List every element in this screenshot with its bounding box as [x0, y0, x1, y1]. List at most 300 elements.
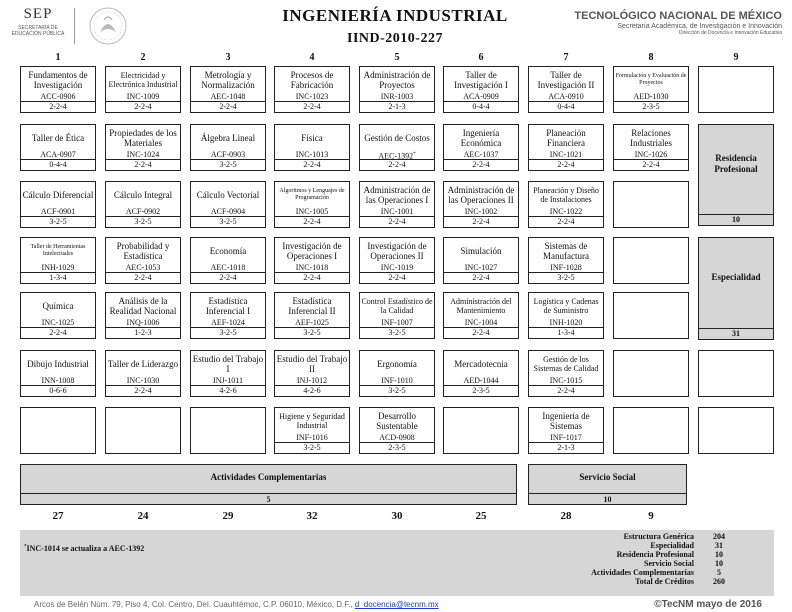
sep-sub-line-2: EDUCACIÓN PÚBLICA [11, 31, 65, 37]
semester-total: 30 [391, 510, 403, 522]
course-card [20, 66, 96, 113]
summary-value: 204 [713, 532, 725, 541]
empty-slot [443, 407, 519, 454]
course-code-text: INC-1002 [464, 207, 498, 216]
sep-logo-subtitle [8, 25, 68, 37]
course-code [529, 150, 603, 159]
course-credits: 3-2-5 [106, 216, 180, 227]
summary-value: 31 [715, 541, 723, 550]
course-code [21, 263, 95, 272]
course-card [528, 66, 604, 113]
course-credits: 3-2-5 [529, 272, 603, 283]
servicio-credits: 10 [528, 493, 687, 505]
course-code-text: AEC-1048 [210, 92, 246, 101]
course-card [359, 66, 435, 113]
semester-number: 1 [55, 52, 61, 63]
summary-label: Especialidad [650, 541, 694, 550]
course-card [105, 292, 181, 339]
course-code-text: AEC-1037 [463, 150, 499, 159]
course-code-text: INF-1007 [381, 318, 413, 327]
course-card [274, 237, 350, 284]
course-code [21, 150, 95, 159]
summary-row [591, 568, 744, 577]
course-code-text: ACF-0901 [40, 207, 76, 216]
semester-total: 24 [137, 510, 149, 522]
course-name: Mercadotecnia [454, 359, 508, 369]
course-code-text: ACF-0902 [125, 207, 161, 216]
sep-sub-line-1: SECRETARÍA DE [18, 25, 58, 31]
course-credits: 0-6-6 [21, 385, 95, 396]
course-credits: 2-2-4 [106, 159, 180, 170]
course-name: Taller de Ética [31, 133, 85, 143]
summary-label: Actividades Complementarias [591, 568, 694, 577]
course-code-text: ACC-0906 [40, 92, 76, 101]
note-mark: * [24, 544, 27, 550]
course-credits: 4-2-6 [275, 385, 349, 396]
course-name: Taller de Investigación I [454, 70, 508, 90]
course-code [106, 263, 180, 272]
course-card [274, 66, 350, 113]
course-code [191, 207, 265, 216]
course-code-text: ACD-0908 [379, 433, 415, 442]
address-text: Arcos de Belén Núm. 79, Piso 4, Col. Centro, Del. Cuauhtémoc, C.P. 06010, México, D.F., [34, 600, 353, 609]
empty-slot [613, 237, 689, 284]
course-name: Álgebra Lineal [200, 133, 256, 143]
summary-row [591, 550, 744, 559]
course-credits: 2-2-4 [360, 272, 434, 283]
course-card [528, 181, 604, 228]
summary-label: Total de Créditos [635, 577, 694, 586]
course-credits: 2-2-4 [360, 216, 434, 227]
course-card [105, 237, 181, 284]
tecnm-name: TECNOLÓGICO NACIONAL DE MÉXICO [574, 10, 782, 22]
course-name: Ingeniería de Sistemas [542, 411, 590, 431]
course-card [190, 124, 266, 171]
course-code [529, 92, 603, 101]
empty-slot [20, 407, 96, 454]
course-credits: 2-2-4 [444, 159, 518, 170]
course-name: Investigación de Operaciones I [282, 241, 342, 261]
course-code-text: INF-1017 [550, 433, 582, 442]
course-name: Estudio del Trabajo I [192, 354, 264, 374]
course-code-text: AEC-1018 [210, 263, 246, 272]
course-code-text: INC-1001 [380, 207, 414, 216]
course-card [105, 350, 181, 397]
summary-table [591, 532, 744, 586]
course-code-text: AEC-1053 [125, 263, 161, 272]
course-name: Ergonomía [377, 359, 417, 369]
course-credits: 2-1-3 [529, 442, 603, 453]
course-credits: 2-1-3 [360, 101, 434, 112]
course-card [359, 181, 435, 228]
course-credits: 0-4-4 [444, 101, 518, 112]
course-code [21, 376, 95, 385]
credit-summary [20, 530, 774, 596]
course-code-text: INC-1018 [295, 263, 329, 272]
course-name: Administración de Proyectos [363, 70, 431, 90]
course-name: Estudio del Trabajo II [276, 354, 348, 374]
semester-total: 27 [52, 510, 64, 522]
course-card [359, 237, 435, 284]
course-code [529, 263, 603, 272]
course-name: Investigación de Operaciones II [367, 241, 427, 261]
course-name: Análisis de la Realidad Nacional [109, 296, 177, 316]
course-name: Estadística Inferencial II [288, 296, 336, 316]
course-credits: 2-2-4 [21, 101, 95, 112]
course-code-text: AEC-1392 [378, 151, 414, 161]
course-card [20, 237, 96, 284]
course-card [274, 350, 350, 397]
course-code [21, 207, 95, 216]
tecnm-secretaria: Secretaría Académica, de Investigación e Innovación [617, 23, 782, 30]
actividades-label: Actividades Complementarias [210, 472, 327, 482]
semester-number: 6 [478, 52, 484, 63]
servicio-label: Servicio Social [579, 472, 636, 482]
logo-divider [74, 8, 75, 44]
empty-slot [613, 407, 689, 454]
course-name: Planeación y Diseño de Instalaciones [533, 186, 599, 204]
course-code [275, 207, 349, 216]
course-card [528, 124, 604, 171]
course-card [359, 350, 435, 397]
course-code [21, 318, 95, 327]
course-code-text: INN-1008 [41, 376, 75, 385]
course-credits: 2-2-4 [275, 216, 349, 227]
semester-number: 3 [225, 52, 231, 63]
course-credits: 3-2-5 [191, 159, 265, 170]
semester-total: 9 [648, 510, 654, 522]
course-code [275, 92, 349, 101]
course-card [20, 124, 96, 171]
course-code-text: AED-1044 [463, 376, 499, 385]
course-code [444, 207, 518, 216]
course-credits: 2-3-5 [360, 442, 434, 453]
course-name: Taller de Liderazgo [107, 359, 179, 369]
semester-total: 29 [222, 510, 234, 522]
summary-value: 10 [715, 550, 723, 559]
course-code [106, 318, 180, 327]
semester-total: 28 [560, 510, 572, 522]
course-code [191, 150, 265, 159]
course-code [614, 150, 688, 159]
course-code [21, 92, 95, 101]
course-code [191, 263, 265, 272]
course-code-text: AEF-1024 [211, 318, 245, 327]
course-credits: 3-2-5 [360, 385, 434, 396]
sep-logo-text: SEP [23, 6, 53, 22]
course-code [444, 92, 518, 101]
course-name: Ingeniería Económica [460, 128, 502, 148]
course-code-text: INC-1015 [549, 376, 583, 385]
course-code [360, 263, 434, 272]
course-code [191, 92, 265, 101]
semester-number: 7 [563, 52, 569, 63]
course-card [613, 124, 689, 171]
course-card [20, 181, 96, 228]
summary-row [591, 532, 744, 541]
course-code-text: INJ-1012 [296, 376, 328, 385]
summary-label: Residencia Profesional [616, 550, 694, 559]
course-code [275, 376, 349, 385]
course-name: Taller de Investigación II [537, 70, 595, 90]
course-name: Algoritmos y Lenguajes de Programación [279, 188, 345, 201]
course-code-text: INC-1022 [549, 207, 583, 216]
course-credits: 2-2-4 [106, 385, 180, 396]
course-code-text: ACA-0910 [548, 92, 584, 101]
course-credits: 2-2-4 [106, 101, 180, 112]
course-credits: 2-2-4 [529, 216, 603, 227]
course-code-text: INH-1029 [41, 263, 75, 272]
course-code-text: INC-1023 [295, 92, 329, 101]
footer-address [34, 600, 439, 609]
course-code [275, 150, 349, 159]
course-card [528, 292, 604, 339]
course-credits: 4-2-6 [191, 385, 265, 396]
course-code-text: INF-1028 [550, 263, 582, 272]
empty-slot [190, 407, 266, 454]
course-code-text: AED-1030 [633, 92, 669, 101]
course-code [444, 318, 518, 327]
empty-slot [613, 292, 689, 339]
course-code-text: INC-1019 [380, 263, 414, 272]
course-code-text: INC-1027 [464, 263, 498, 272]
course-code-text: INF-1010 [381, 376, 413, 385]
course-code [106, 207, 180, 216]
course-credits: 3-2-5 [360, 327, 434, 338]
course-name: Gestión de los Sistemas de Calidad [533, 355, 599, 373]
tecnm-header [574, 10, 782, 36]
course-credits: 2-2-4 [614, 159, 688, 170]
course-code [614, 92, 688, 101]
especialidad-label: Especialidad [711, 272, 761, 282]
course-card [274, 124, 350, 171]
servicio-social-bar [528, 464, 687, 494]
course-code-text: INC-1030 [126, 376, 160, 385]
empty-slot [698, 350, 774, 397]
course-code [360, 207, 434, 216]
sep-logo [8, 6, 68, 37]
residencia-credits: 10 [698, 214, 774, 226]
course-credits: 2-2-4 [529, 385, 603, 396]
course-credits: 2-2-4 [191, 272, 265, 283]
course-name: Probabilidad y Estadística [116, 241, 170, 261]
course-card [359, 124, 435, 171]
course-credits: 3-2-5 [275, 327, 349, 338]
residencia-label: Residencia Profesional [714, 153, 758, 174]
summary-row [591, 541, 744, 550]
semester-total: 25 [475, 510, 487, 522]
course-credits: 3-2-5 [191, 216, 265, 227]
course-code-text: AEF-1025 [295, 318, 329, 327]
course-credits: 2-2-4 [360, 159, 434, 170]
course-card [613, 66, 689, 113]
course-credits: 2-2-4 [444, 216, 518, 227]
course-credits: 2-2-4 [21, 327, 95, 338]
course-credits: 3-2-5 [21, 216, 95, 227]
email-link[interactable]: d_docencia@tecnm.mx [354, 600, 439, 609]
course-name: Física [301, 133, 323, 143]
course-code-text: ACA-0909 [463, 92, 499, 101]
course-code-text: ACF-0904 [210, 207, 246, 216]
update-note [24, 544, 144, 553]
course-credits: 2-2-4 [444, 327, 518, 338]
semester-total: 32 [306, 510, 318, 522]
course-credits: 2-2-4 [106, 272, 180, 283]
course-code-text: INC-1026 [634, 150, 668, 159]
semester-number: 2 [140, 52, 146, 63]
course-name: Cálculo Vectorial [196, 190, 260, 200]
course-code-text: INC-1009 [126, 92, 160, 101]
course-name: Administración de las Operaciones I [363, 185, 431, 205]
course-code [106, 376, 180, 385]
course-name: Metrología y Normalización [201, 70, 255, 90]
course-credits: 0-4-4 [529, 101, 603, 112]
residencia-block [698, 124, 774, 226]
course-name: Planeación Financiera [546, 128, 586, 148]
course-credits: 2-3-5 [444, 385, 518, 396]
course-credits: 1-3-4 [529, 327, 603, 338]
course-code [191, 318, 265, 327]
course-code [529, 376, 603, 385]
summary-label: Estructura Genérica [623, 532, 694, 541]
empty-slot [698, 407, 774, 454]
course-card [20, 292, 96, 339]
summary-row [591, 559, 744, 568]
course-code [275, 263, 349, 272]
course-code [191, 376, 265, 385]
course-card [190, 292, 266, 339]
course-credits: 1-3-4 [21, 272, 95, 283]
copyright: ©TecNM mayo de 2016 [654, 599, 762, 610]
tecnm-direccion: Dirección de Docencia e Innovación Educativa [678, 30, 782, 36]
semester-number: 4 [309, 52, 315, 63]
course-code [529, 318, 603, 327]
course-code-text: INC-1005 [295, 207, 329, 216]
course-name: Taller de Herramientas Intelectuales [30, 244, 86, 257]
course-code [444, 263, 518, 272]
course-card [274, 407, 350, 454]
course-credits: 2-2-4 [529, 159, 603, 170]
course-name: Química [42, 301, 74, 311]
course-name: Economía [209, 246, 247, 256]
course-credits: 2-2-4 [444, 272, 518, 283]
course-code [444, 150, 518, 159]
semester-number: 8 [648, 52, 654, 63]
empty-slot [613, 181, 689, 228]
actividades-complementarias-bar [20, 464, 517, 494]
course-code-text: INF-1016 [296, 433, 328, 442]
course-card [274, 292, 350, 339]
course-name: Relaciones Industriales [630, 128, 672, 148]
course-credits: 3-2-5 [191, 327, 265, 338]
course-name: Logística y Cadenas de Suministro [533, 297, 599, 315]
course-card [105, 124, 181, 171]
summary-value: 260 [713, 577, 725, 586]
course-name: Simulación [460, 246, 502, 256]
course-card [528, 237, 604, 284]
course-card [190, 181, 266, 228]
semester-number: 9 [733, 52, 739, 63]
course-card [359, 407, 435, 454]
summary-label: Servicio Social [644, 559, 694, 568]
course-code [444, 376, 518, 385]
course-code [360, 376, 434, 385]
course-name: Formulación y Evaluación de Proyectos [615, 73, 687, 86]
summary-value: 10 [715, 559, 723, 568]
course-code-text: ACA-0907 [40, 150, 76, 159]
empty-slot [613, 350, 689, 397]
page-title: INGENIERÍA INDUSTRIAL [282, 6, 508, 25]
course-credits: 2-2-4 [275, 101, 349, 112]
note-text: INC-1014 se actualiza a AEC-1392 [26, 544, 145, 553]
course-code [529, 207, 603, 216]
course-code-text: INC-1013 [295, 150, 329, 159]
empty-slot [698, 66, 774, 113]
course-code-text: INR-1003 [380, 92, 414, 101]
course-card [443, 181, 519, 228]
summary-value: 5 [717, 568, 721, 577]
course-name: Higiene y Seguridad Industrial [279, 412, 345, 430]
course-code-text: INC-1021 [549, 150, 583, 159]
course-code [360, 433, 434, 442]
course-name: Sistemas de Manufactura [543, 241, 589, 261]
course-name: Administración de las Operaciones II [447, 185, 515, 205]
course-name: Estadística Inferencial I [205, 296, 251, 316]
course-card [443, 124, 519, 171]
course-code-text: INJ-1011 [213, 376, 243, 385]
course-credits: 2-2-4 [275, 272, 349, 283]
course-card [359, 292, 435, 339]
eagle-seal-icon [86, 6, 130, 46]
course-name: Cálculo Integral [113, 190, 173, 200]
course-card [274, 181, 350, 228]
course-card [190, 66, 266, 113]
course-card [528, 407, 604, 454]
course-code [360, 318, 434, 327]
course-card [190, 237, 266, 284]
course-code-text: INC-1025 [41, 318, 75, 327]
course-card [443, 66, 519, 113]
course-card [443, 292, 519, 339]
course-name: Administración del Mantenimiento [450, 297, 512, 315]
actividades-credits: 5 [20, 493, 517, 505]
especialidad-credits: 31 [698, 328, 774, 340]
empty-slot [105, 407, 181, 454]
course-code [106, 92, 180, 101]
course-code-mark: * [413, 152, 416, 157]
course-credits: 2-3-5 [614, 101, 688, 112]
semester-number: 5 [394, 52, 400, 63]
course-code-text: ACF-0903 [210, 150, 246, 159]
course-credits: 1-2-3 [106, 327, 180, 338]
course-code [275, 433, 349, 442]
course-card [105, 66, 181, 113]
course-code [275, 318, 349, 327]
course-card [190, 350, 266, 397]
course-credits: 2-2-4 [191, 101, 265, 112]
course-name: Control Estadístico de la Calidad [361, 297, 433, 315]
summary-row [591, 577, 744, 586]
course-name: Cálculo Diferencial [22, 190, 94, 200]
course-name: Desarrollo Sustentable [376, 411, 418, 431]
especialidad-block [698, 237, 774, 340]
course-code-text: INQ-1006 [126, 318, 160, 327]
plan-code: IIND-2010-227 [347, 31, 443, 46]
course-card [443, 350, 519, 397]
course-name: Procesos de Fabricación [290, 70, 334, 90]
course-card [528, 350, 604, 397]
course-code-text: INH-1020 [549, 318, 583, 327]
